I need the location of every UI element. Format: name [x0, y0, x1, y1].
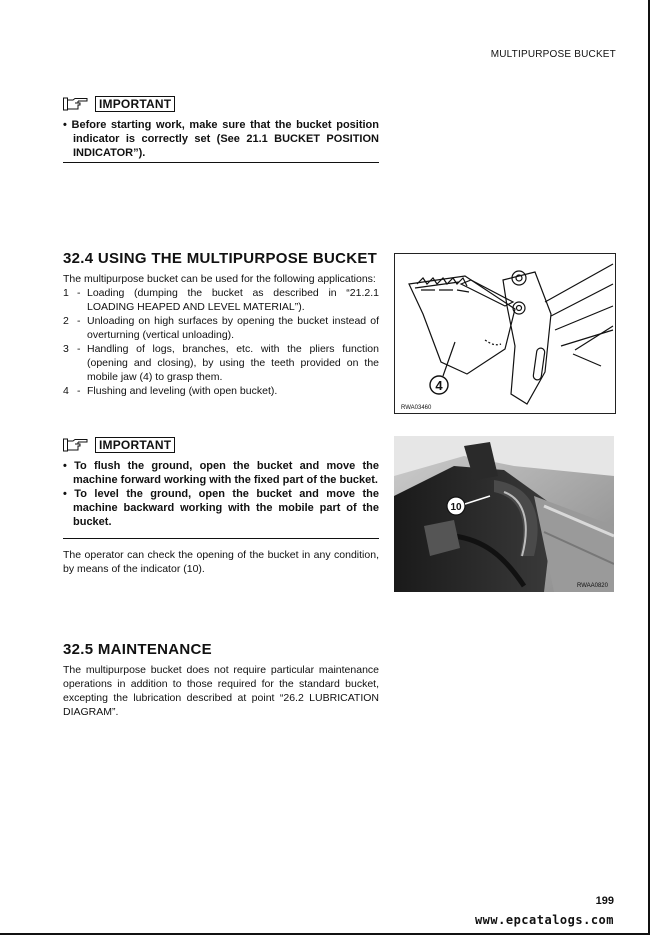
- important-label: IMPORTANT: [95, 96, 175, 112]
- important-heading-1: [63, 96, 175, 112]
- important-bullet: • Before starting work, make sure that the bucket position indicator is correctly set (See 21.1 BUCKET POSITION INDICATOR”).: [63, 119, 379, 159]
- section-32-5-body: The multipurpose bucket does not require particular maintenance operations in addition to those required for the standard bucket, excepting the lubrication described at point “26.2 LUBRICATION DIAGRAM”.: [63, 664, 379, 718]
- indicator-photo-figure: [394, 436, 614, 592]
- divider: [63, 538, 379, 539]
- list-item: 4 - Flushing and leveling (with open bucket).: [63, 385, 278, 397]
- watermark-text: www.epcatalogs.com: [474, 913, 614, 927]
- running-header: MULTIPURPOSE BUCKET: [490, 49, 616, 60]
- callout-number: 10: [450, 502, 462, 513]
- callout-number: 4: [435, 378, 443, 393]
- list-item: 3 - Handling of logs, branches, etc. with the pliers function (opening and closing), by using the teeth provided on the mobile jaw (4) to grasp them.: [63, 343, 379, 383]
- pointing-hand-icon: [63, 438, 89, 452]
- section-title-32-5: 32.5 MAINTENANCE: [63, 641, 212, 658]
- list-item: 2 - Unloading on high surfaces by opening the bucket instead of overturning (vertical unloading).: [63, 315, 379, 341]
- section-32-4-body: [63, 272, 379, 398]
- section-intro: The multipurpose bucket can be used for the following applications:: [63, 273, 376, 285]
- section-title-32-4: 32.4 USING THE MULTIPURPOSE BUCKET: [63, 250, 378, 267]
- divider: [63, 162, 379, 163]
- bucket-line-drawing: [395, 254, 615, 413]
- figure-code: RWAA0820: [576, 583, 608, 589]
- list-item: 1 - Loading (dumping the bucket as described in “21.2.1 LOADING HEAPED AND LEVEL MATERIAL”).: [63, 287, 379, 313]
- bucket-diagram-figure: [394, 253, 616, 414]
- page-number: 199: [595, 895, 614, 907]
- important-text-2: [63, 459, 379, 529]
- important-text-1: [63, 118, 379, 160]
- figure-code: RWA03460: [401, 405, 432, 411]
- important-bullet: • To level the ground, open the bucket and move the machine backward working with the mobile part of the bucket.: [63, 488, 379, 528]
- important-bullet: • To flush the ground, open the bucket and move the machine forward working with the fixed part of the bucket.: [63, 460, 379, 486]
- pointing-hand-icon: [63, 97, 89, 111]
- indicator-photo: [394, 436, 614, 592]
- operator-note: The operator can check the opening of the bucket in any condition, by means of the indicator (10).: [63, 549, 379, 575]
- important-label: IMPORTANT: [95, 437, 175, 453]
- important-heading-2: [63, 437, 175, 453]
